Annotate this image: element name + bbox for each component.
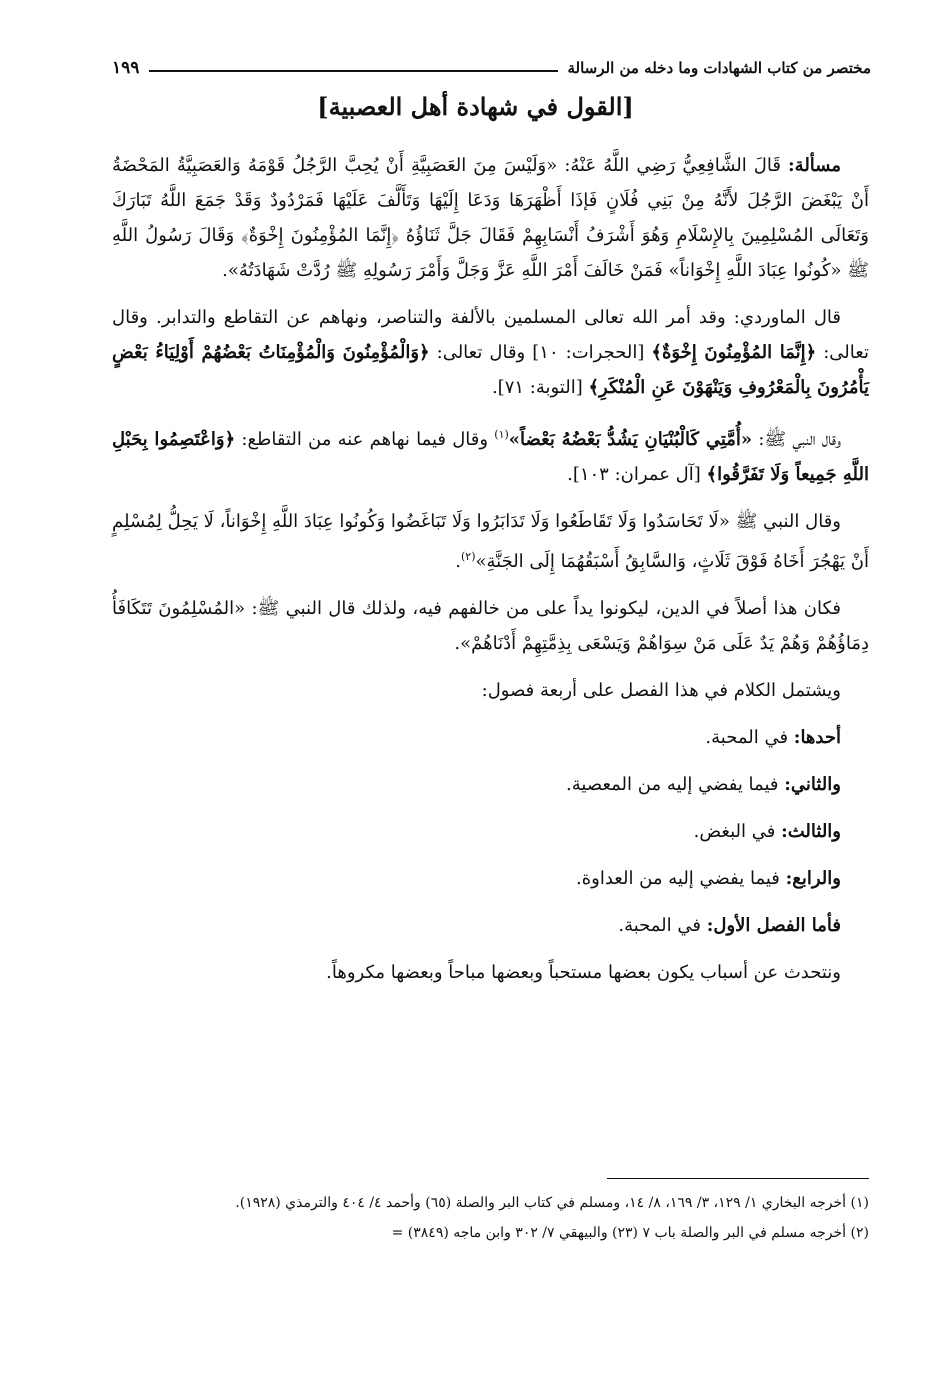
list-item-label: والثالث:: [781, 821, 841, 842]
list-item-label: والرابع:: [785, 868, 841, 889]
paragraph-4-text: وقال النبي ﷺ «لَا تَحَاسَدُوا وَلَا تَقَاطَعُوا وَلَا تَدَابَرُوا وَلَا تَبَاغَضُوا وَكُونُوا عِبَادَ اللَّهِ إِخْوَاناً، لَا يَحِلُّ لِمُسْلِمٍ أَنْ يَهْجُرَ أَخَاهُ فَوْقَ ثَلَاثٍ، وَالسَّابِقُ أَسْبَقُهُمَا إِلَى الجَنَّةِ»: [112, 511, 869, 572]
running-head: [112, 58, 871, 78]
page-number: ١٩٩: [112, 58, 140, 78]
paragraph-5: فكان هذا أصلاً في الدين، ليكونوا يداً على من خالفهم فيه، ولذلك قال النبي ﷺ: «المُسْلِمُونَ تَتَكَافَأُ دِمَاؤُهُمْ وَهُمْ يَدٌ عَلَى مَنْ سِوَاهُمْ وَيَسْعَى بِذِمَّتِهِمْ أَدْنَاهُمْ».: [112, 598, 869, 654]
footnotes: [92, 1190, 869, 1250]
quran-verse-3: ﴿وَاعْتَصِمُوا بِحَبْلِ اللَّهِ جَمِيعاً وَلَا تَفَرَّقُوا﴾: [112, 429, 869, 485]
paragraph-2: [112, 300, 869, 405]
list-item-text: في البغض.: [693, 821, 776, 842]
list-item-text: في المحبة.: [705, 727, 789, 748]
list-item-label: والثاني:: [784, 774, 841, 795]
paragraph-4: [112, 504, 869, 579]
main-text: [112, 148, 869, 1002]
list-item-text: فيما يفضي إليه من العداوة.: [575, 868, 780, 889]
paragraph-3-text-a: وقال النبي ﷺ:: [758, 429, 841, 450]
footnote-1: (١) أخرجه البخاري ١/ ١٢٩، ٣/ ١٦٩، ٨/ ١٤، ومسلم في كتاب البر والصلة (٦٥) وأحمد ٤/ ٤٠٤ والترمذي (١٩٢٨).: [235, 1195, 869, 1211]
section-text: في المحبة.: [618, 915, 701, 936]
paragraph-1-text: قَالَ الشَّافِعِيُّ رَضِي اللَّهُ عَنْهُ: «وَلَيْسَ مِنَ العَصَبِيَّةِ أَنْ يُحِبَّ الرَّجُلُ قَوْمَهُ وَالعَصَبِيَّةُ المَحْضَةُ أَنْ يَبْغَضَ الرَّجُلَ لأَنَّهُ مِنْ بَنِي فُلَانٍ فَإذَا أَظْهَرَهَا وَدَعَا إِلَيْهَا وَتَأَلَّفَ عَلَيْهَا فَمَرْدُودٌ وَقَدْ جَمَعَ اللَّهُ تَبَارَكَ وَتَعَالَى المُسْلِمِينَ بِالإِسْلَامِ وَهُوَ أَشْرَفُ أَنْسَابِهِمْ فَقَالَ جَلَّ ثَنَاؤُهُ ﴿إِنَّمَا المُؤْمِنُونَ إِخْوَةٌ﴾ وَقَالَ رَسُولُ اللَّهِ ﷺ «كُونُوا عِبَادَ اللَّهِ إِخْوَاناً» فَمَنْ خَالَفَ أَمْرَ اللَّهِ عَزَّ وَجَلَّ وَأَمْرَ رَسُولِهِ ﷺ رُدَّتْ شَهَادَتُهُ».: [112, 155, 869, 281]
hadith-1: «أُمَّتِي كَالْبُنْيَانِ يَشُدُّ بَعْضُهُ بَعْضاً»: [508, 429, 753, 450]
paragraph-7: ونتحدث عن أسباب يكون بعضها مستحباً وبعضها مباحاً وبعضها مكروهاً.: [326, 962, 841, 983]
section-heading: [112, 908, 869, 943]
footnote-ref-1[interactable]: (١): [494, 428, 509, 441]
list-item: [112, 767, 869, 802]
issue-label: مسألة:: [788, 155, 841, 176]
paragraph-2-text-c: [التوبة: ٧١].: [491, 377, 583, 398]
footnote-separator: [607, 1178, 869, 1179]
paragraph-2-text-b: [الحجرات: ١٠] وقال تعالى:: [436, 342, 645, 363]
footnote-2: (٢) أخرجه مسلم في البر والصلة باب ٧ (٢٣) والبيهقي ٧/ ٣٠٢ وابن ماجه (٣٨٤٩) =: [391, 1225, 869, 1241]
chapter-title: [القول في شهادة أهل العصبية]: [317, 92, 634, 121]
list-item: [112, 861, 869, 896]
paragraph-2-text-a: قال الماوردي: وقد أمر الله تعالى المسلمين بالألفة والتناصر، ونهاهم عن التقاطع والتدابر. وقال تعالى:: [112, 307, 869, 363]
section-label: فأما الفصل الأول:: [706, 915, 841, 936]
paragraph-3-text-c: [آل عمران: ١٠٣].: [567, 464, 701, 485]
list-item-label: أحدها:: [793, 727, 841, 748]
list-item: [112, 814, 869, 849]
list-item-text: فيما يفضي إليه من المعصية.: [566, 774, 779, 795]
quran-verse-1: ﴿إِنَّمَا المُؤْمِنُونَ إِخْوَةٌ﴾: [651, 342, 817, 363]
running-head-rule: [149, 70, 557, 72]
paragraph-1: [112, 148, 869, 288]
paragraph-3-text-b: وقال فيما نهاهم عنه من التقاطع:: [241, 429, 489, 450]
paragraph-3: [112, 417, 869, 492]
paragraph-6: ويشتمل الكلام في هذا الفصل على أربعة فصول:: [481, 680, 841, 701]
list-item: [112, 720, 869, 755]
quran-verse-2: ﴿وَالْمُؤْمِنُونَ وَالْمُؤْمِنَاتُ بَعْضُهُمْ أَوْلِيَاءُ بَعْضٍ يَأْمُرُونَ بِالْمَعْرُوفِ وَيَنْهَوْنَ عَنِ الْمُنْكَرِ﴾: [112, 342, 869, 398]
footnote-ref-2[interactable]: (٢): [460, 550, 476, 563]
running-head-title: مختصر من كتاب الشهادات وما دخله من الرسالة: [567, 59, 871, 77]
paragraph-4-end: .: [455, 551, 461, 572]
